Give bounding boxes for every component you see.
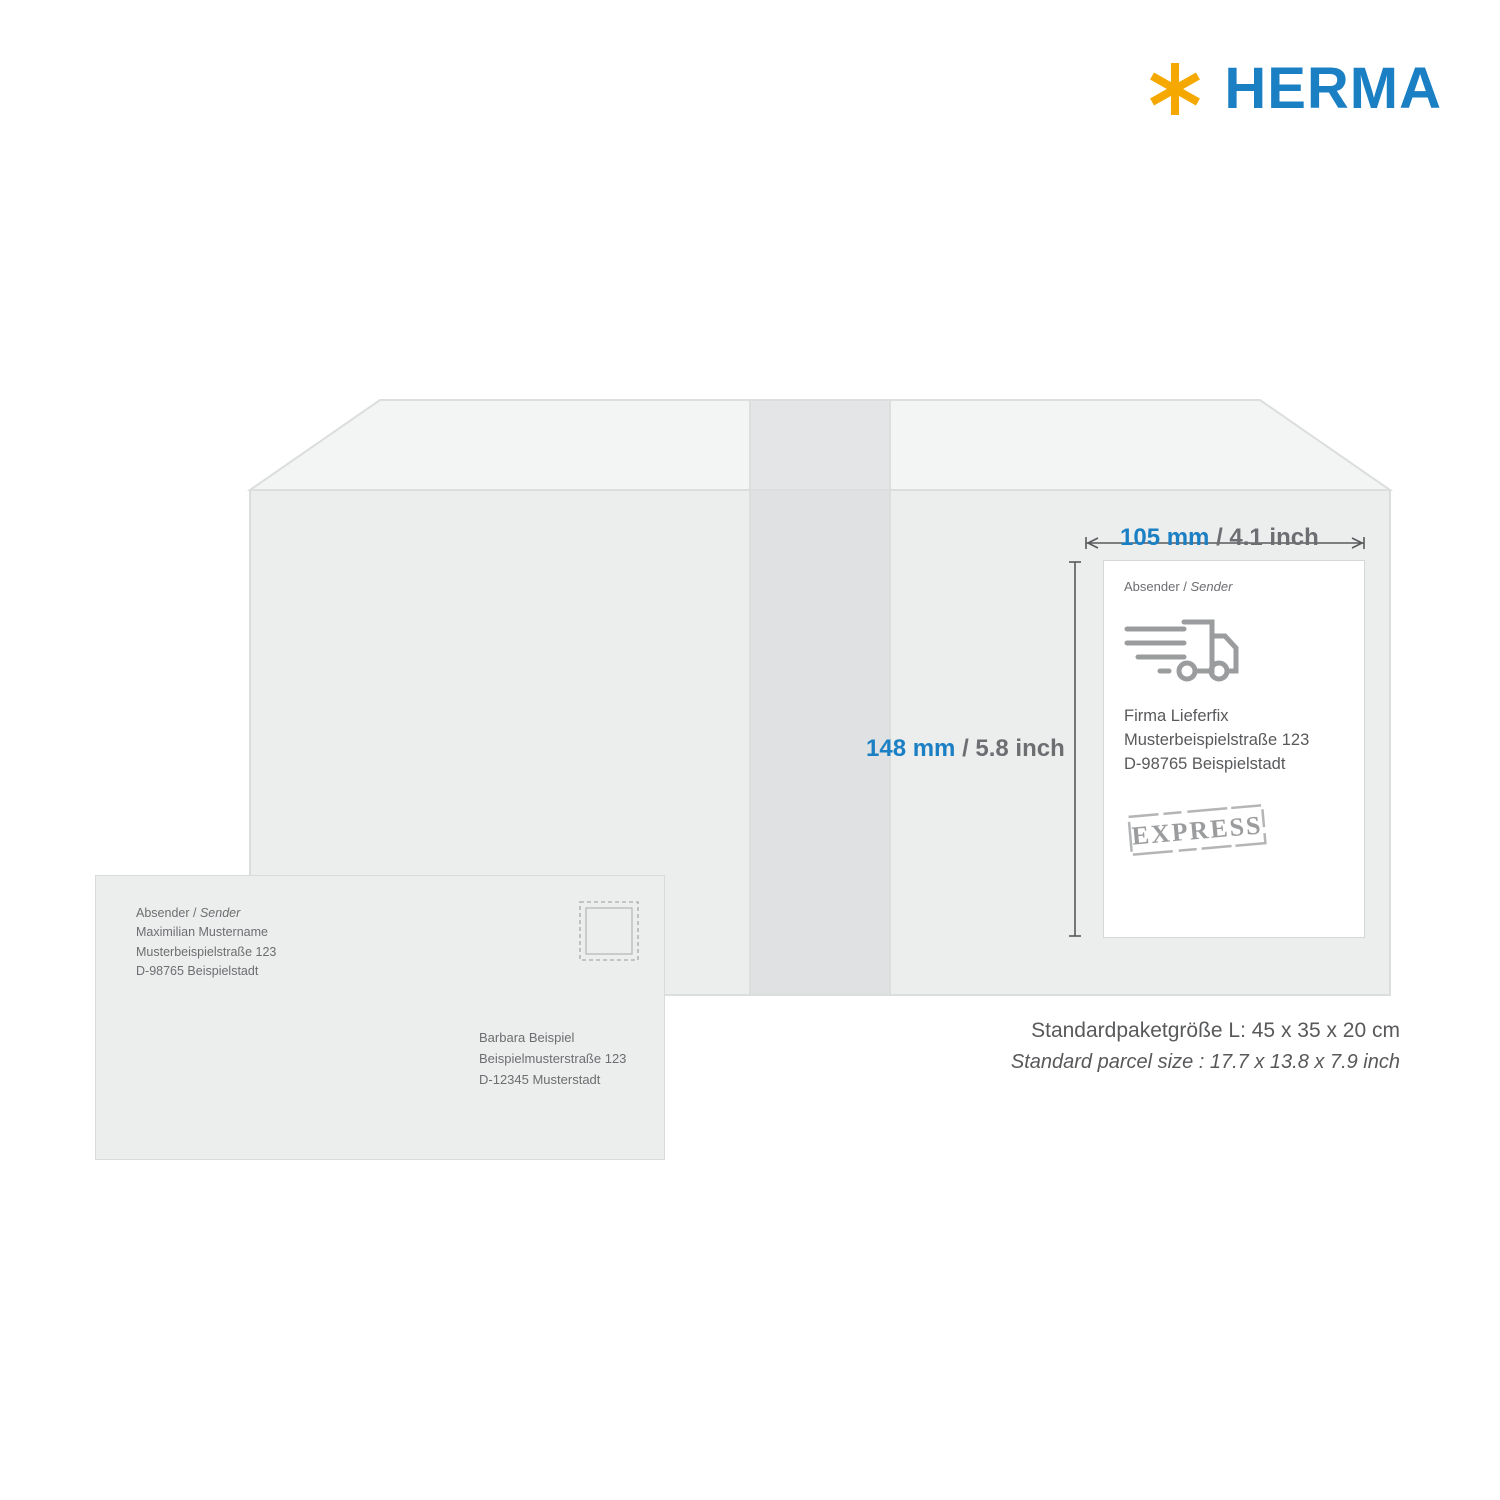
herma-logo [1144,58,1442,120]
parcel-caption-de: Standardpaketgröße L: 45 x 35 x 20 cm [1031,1019,1400,1042]
envelope-recipient-line: D-12345 Musterstadt [479,1071,601,1087]
envelope-recipient-line: Barbara Beispiel [479,1030,575,1045]
height-dimension-rule [1068,560,1082,938]
parcel-label-address [1124,705,1344,777]
parcel-label-address-line: Firma Lieferfix [1124,707,1229,725]
parcel-shipping-label [1103,560,1365,938]
envelope-sender-block [136,904,276,982]
express-stamp-icon [1124,803,1270,857]
express-stamp-text: EXPRESS [1130,810,1264,851]
postage-stamp-icon [576,898,642,964]
parcel-label-sender-header [1124,579,1344,594]
envelope-illustration [95,875,665,1160]
parcel-caption-en: Standard parcel size : 17.7 x 13.8 x 7.9 inch [1010,1050,1400,1073]
envelope-sender-line: Maximilian Mustername [136,925,268,940]
height-unit: / 5.8 inch [962,735,1065,762]
envelope-sender-en: Sender [199,906,241,920]
envelope-sender-header [136,904,276,923]
parcel-label-sender-en: Sender [1190,579,1233,594]
height-value: 148 mm [866,735,956,762]
delivery-truck-icon [1124,616,1242,682]
parcel-label-sender-de: Absender / [1124,579,1187,594]
parcel-label-address-line: D-98765 Beispielstadt [1124,754,1286,773]
envelope-recipient-block [479,1028,626,1090]
parcel-label-address-line: Musterbeispielstraße 123 [1124,730,1310,749]
express-stamp [1124,803,1344,862]
asterisk-icon [1144,58,1206,120]
envelope-sender-line: Musterbeispielstraße 123 [136,944,277,959]
width-unit: / 4.1 inch [1216,524,1319,551]
width-value: 105 mm [1120,524,1210,551]
brand-wordmark: HERMA [1224,56,1442,121]
width-dimension-label [1120,524,1319,552]
height-dimension-label [866,735,1065,763]
parcel-caption [760,1015,1400,1077]
envelope-sender-line: D-98765 Beispielstadt [136,964,259,979]
envelope-sender-de: Absender / [136,906,197,920]
envelope-recipient-line: Beispielmusterstraße 123 [479,1050,627,1066]
